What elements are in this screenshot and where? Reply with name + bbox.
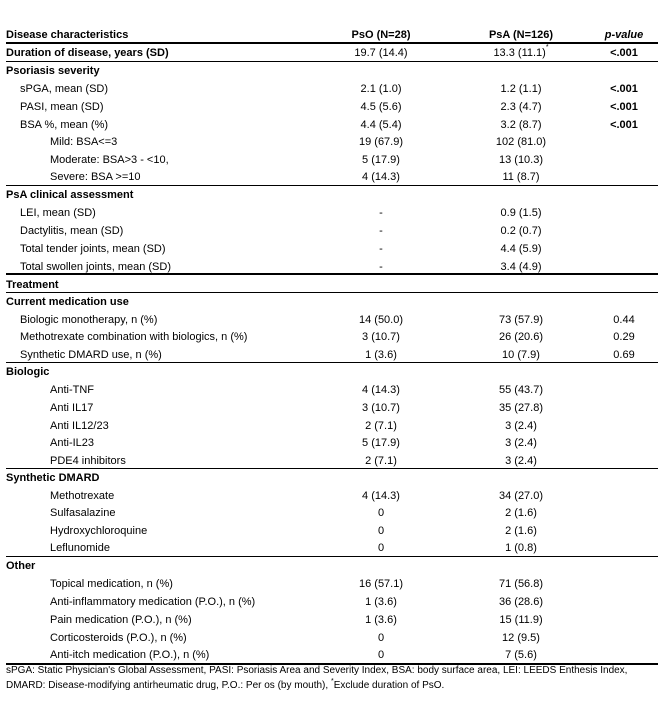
row-label: LEI, mean (SD) [20, 207, 96, 219]
psa-value [466, 151, 576, 169]
table-row [6, 98, 658, 116]
row-label: BSA %, mean (%) [20, 119, 109, 131]
pso-value: 1 (3.6) [365, 596, 397, 608]
row-label: PsA clinical assessment [6, 189, 134, 201]
psa-value [466, 575, 576, 593]
table-row [6, 381, 658, 399]
pso-value: - [379, 261, 383, 273]
row-label: Anti-inflammatory medication (P.O.), n (%) [50, 596, 256, 608]
pso-value: 14 (50.0) [358, 314, 404, 326]
p-value: <.001 [610, 83, 638, 95]
psa-value-text: 3 (2.4) [505, 420, 537, 432]
pso-value: 4 (14.3) [362, 384, 400, 396]
footnote-text: sPGA: Static Physician's Global Assessment, PASI: Psoriasis Area and Severity Index, BSA: body surface area, LEI: LEEDS Enthesis Index, DMARD: Disease-modifying antirheumatic drug, P.O.: Per os (by mouth), [6, 665, 628, 691]
psa-value [466, 434, 576, 452]
psa-value-text: 11 (8.7) [502, 171, 540, 183]
row-label: Current medication use [6, 296, 129, 308]
table-row [6, 434, 658, 452]
psa-value-text: 26 (20.6) [498, 331, 544, 343]
psa-value-text: 73 (57.9) [498, 314, 544, 326]
psa-value-text: 7 (5.6) [505, 649, 537, 661]
psa-value-text: 2.3 (4.7) [500, 101, 542, 113]
footnote-tail: Exclude duration of PsO. [333, 680, 445, 691]
psa-value-text: 71 (56.8) [498, 578, 544, 590]
row-label: Anti IL17 [50, 402, 94, 414]
row-label: PDE4 inhibitors [50, 455, 126, 467]
psa-value [466, 611, 576, 629]
psa-value [466, 311, 576, 329]
pso-value: 1 (3.6) [365, 614, 397, 626]
header-pvalue: p-value [604, 29, 644, 41]
psa-value [466, 487, 576, 505]
table-row [6, 629, 658, 647]
psa-value [466, 328, 576, 346]
psa-value-text: 13.3 (11.1) [493, 47, 546, 59]
pso-value: 4.5 (5.6) [360, 101, 402, 113]
table-row [6, 204, 658, 222]
row-label: PASI, mean (SD) [20, 101, 104, 113]
row-label: Total tender joints, mean (SD) [20, 243, 166, 255]
p-value: <.001 [610, 119, 638, 131]
psa-value-text: 34 (27.0) [498, 490, 544, 502]
table-row [6, 311, 658, 329]
table-row [6, 151, 658, 169]
row-label: Methotrexate [50, 490, 115, 502]
psa-value-text: 102 (81.0) [495, 136, 547, 148]
psa-value [466, 399, 576, 417]
psa-value-text: 3 (2.4) [505, 437, 537, 449]
psa-value [466, 222, 576, 240]
row-label: Leflunomide [50, 542, 110, 554]
psa-value [466, 80, 576, 98]
table-rule [6, 292, 658, 293]
psa-value [466, 116, 576, 134]
pso-value: 2 (7.1) [365, 455, 397, 467]
table-rule [6, 42, 658, 44]
psa-value [466, 539, 576, 557]
pso-value: - [379, 207, 383, 219]
pso-value: 5 (17.9) [362, 154, 400, 166]
table-row [6, 186, 658, 204]
footnote-asterisk: * [330, 678, 334, 685]
table-row [6, 399, 658, 417]
row-label: Pain medication (P.O.), n (%) [50, 614, 192, 626]
psa-value-text: 0.9 (1.5) [500, 207, 542, 219]
table-row [6, 44, 658, 62]
row-label: Dactylitis, mean (SD) [20, 225, 124, 237]
psa-value [466, 44, 576, 62]
psa-value-text: 3.4 (4.9) [500, 261, 542, 273]
psa-value-text: 3 (2.4) [505, 455, 537, 467]
table-row [6, 611, 658, 629]
row-label: Anti-itch medication (P.O.), n (%) [50, 649, 210, 661]
row-label: Corticosteroids (P.O.), n (%) [50, 632, 187, 644]
table-row [6, 168, 658, 186]
row-label: Mild: BSA<=3 [50, 136, 118, 148]
pso-value: 0 [377, 542, 385, 554]
p-value: <.001 [610, 47, 638, 59]
pso-value: 2.1 (1.0) [360, 83, 402, 95]
table-row [6, 363, 658, 381]
row-label: Methotrexate combination with biologics, n (%) [20, 331, 248, 343]
psa-footnote-marker: * [545, 44, 549, 51]
psa-value [466, 629, 576, 647]
psa-value-text: 0.2 (0.7) [500, 225, 542, 237]
row-label: Total swollen joints, mean (SD) [20, 261, 172, 273]
pso-value: 0 [377, 649, 385, 661]
pso-value: 1 (3.6) [365, 349, 397, 361]
psa-value [466, 204, 576, 222]
row-label: Synthetic DMARD use, n (%) [20, 349, 162, 361]
psa-value [466, 133, 576, 151]
row-label: Biologic monotherapy, n (%) [20, 314, 158, 326]
pso-value: 19.7 (14.4) [354, 47, 408, 59]
psa-value-text: 1 (0.8) [505, 542, 537, 554]
row-label: Psoriasis severity [6, 65, 100, 77]
row-label: Biologic [6, 366, 50, 378]
table-row [6, 487, 658, 505]
table-rule [6, 61, 658, 62]
psa-value [466, 98, 576, 116]
psa-value [466, 381, 576, 399]
footnote [6, 663, 661, 693]
table-row [6, 293, 658, 311]
row-label: Anti-TNF [50, 384, 94, 396]
psa-value-text: 3.2 (8.7) [500, 119, 542, 131]
pso-value: 2 (7.1) [365, 420, 397, 432]
table-rule [6, 362, 658, 363]
row-label: Anti IL12/23 [50, 420, 109, 432]
pso-value: 4 (14.3) [362, 490, 400, 502]
row-label: Severe: BSA >=10 [50, 171, 141, 183]
pso-value: 0 [377, 507, 385, 519]
pso-value: 0 [377, 632, 385, 644]
table-row [6, 539, 658, 557]
p-value: 0.44 [613, 314, 635, 326]
row-label: Synthetic DMARD [6, 472, 100, 484]
table-rule [6, 468, 658, 469]
psa-value [466, 417, 576, 435]
pso-value: 3 (10.7) [362, 402, 400, 414]
row-label: Moderate: BSA>3 - <10, [50, 154, 169, 166]
table-row [6, 646, 658, 664]
psa-value [466, 646, 576, 664]
p-value: 0.29 [613, 331, 635, 343]
row-label: Duration of disease, years (SD) [6, 47, 169, 59]
pso-value: 19 (67.9) [358, 136, 404, 148]
psa-value-text: 36 (28.6) [498, 596, 544, 608]
psa-value-text: 35 (27.8) [498, 402, 544, 414]
psa-value-text: 13 (10.3) [498, 154, 544, 166]
table-row [6, 417, 658, 435]
psa-value-text: 12 (9.5) [502, 632, 540, 644]
table-row [6, 240, 658, 258]
psa-value [466, 240, 576, 258]
psa-value [466, 504, 576, 522]
psa-value-text: 2 (1.6) [505, 525, 537, 537]
p-value: <.001 [610, 101, 638, 113]
p-value: 0.69 [613, 349, 635, 361]
pso-value: 3 (10.7) [362, 331, 400, 343]
psa-value-text: 1.2 (1.1) [500, 83, 542, 95]
row-label: Other [6, 560, 36, 572]
header-pso: PsO (N=28) [351, 29, 411, 41]
psa-value [466, 168, 576, 186]
pso-value: - [379, 243, 383, 255]
psa-value-text: 4.4 (5.9) [500, 243, 542, 255]
row-label: Sulfasalazine [50, 507, 116, 519]
pso-value: 4.4 (5.4) [360, 119, 402, 131]
table-row [6, 522, 658, 540]
row-label: Anti-IL23 [50, 437, 95, 449]
pso-value: 5 (17.9) [362, 437, 400, 449]
table-row [6, 116, 658, 134]
row-label: Topical medication, n (%) [50, 578, 173, 590]
psa-value-text: 2 (1.6) [505, 507, 537, 519]
psa-value-text: 55 (43.7) [498, 384, 544, 396]
table-row [6, 222, 658, 240]
psa-value [466, 593, 576, 611]
pso-value: - [379, 225, 383, 237]
table-row [6, 575, 658, 593]
psa-value-text: 10 (7.9) [502, 349, 540, 361]
table-row [6, 593, 658, 611]
psa-value-text: 15 (11.9) [499, 614, 543, 626]
table-row [6, 469, 658, 487]
row-label: Hydroxychloroquine [50, 525, 148, 537]
table-row [6, 62, 658, 80]
header-characteristic: Disease characteristics [6, 29, 129, 41]
psa-value [466, 522, 576, 540]
table-row [6, 80, 658, 98]
header-psa: PsA (N=126) [488, 29, 554, 41]
pso-value: 4 (14.3) [362, 171, 400, 183]
table-row [6, 328, 658, 346]
table-row [6, 133, 658, 151]
row-label: Treatment [6, 279, 59, 291]
table-row [6, 504, 658, 522]
table-rule [6, 273, 658, 275]
pso-value: 0 [377, 525, 385, 537]
table-rule [6, 185, 658, 186]
table-row [6, 557, 658, 575]
table-rule [6, 556, 658, 557]
row-label: sPGA, mean (SD) [20, 83, 109, 95]
pso-value: 16 (57.1) [358, 578, 404, 590]
